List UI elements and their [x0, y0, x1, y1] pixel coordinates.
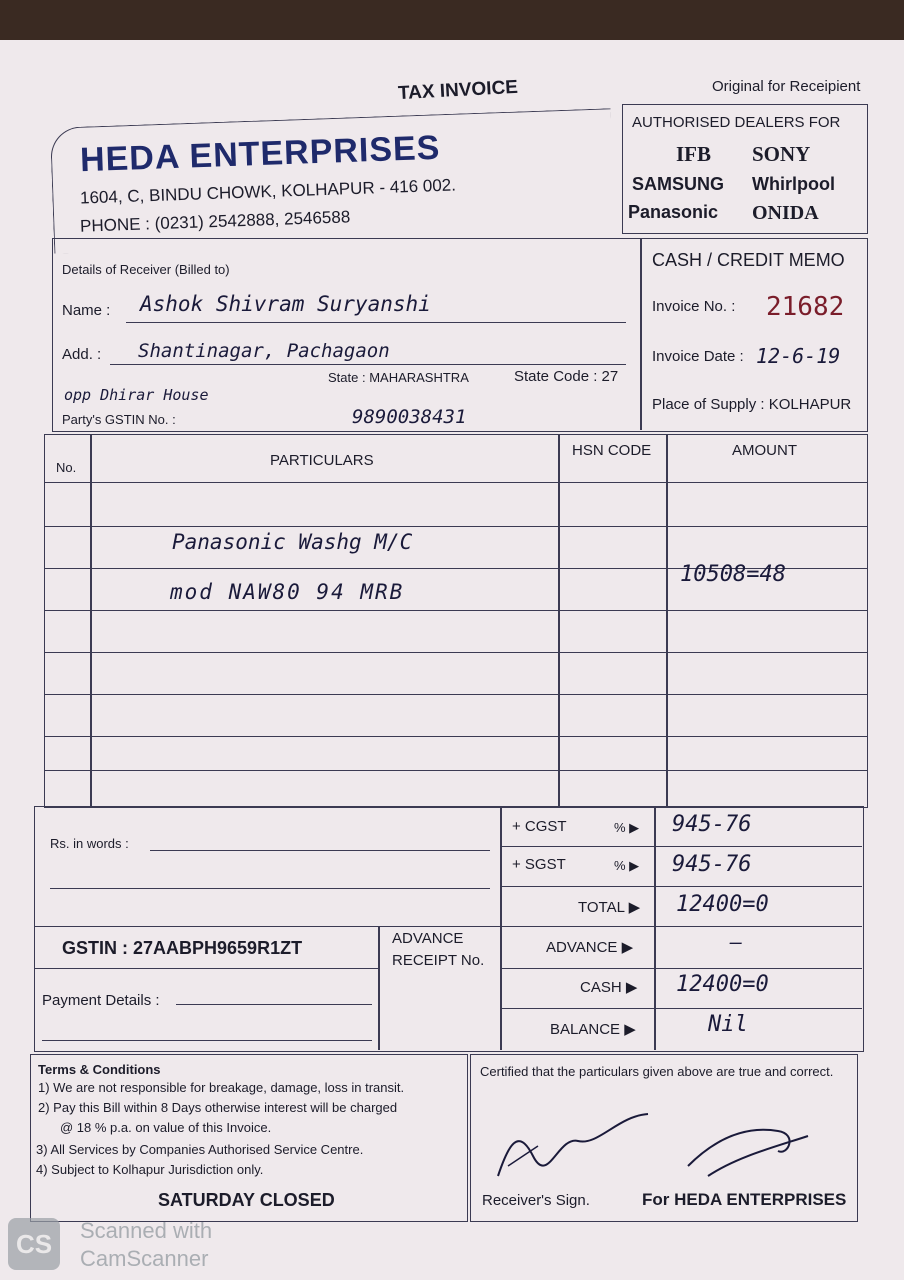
cgst-pct: % ▶	[614, 820, 640, 835]
address-label: Add. :	[62, 346, 102, 363]
header-hsn: HSN CODE	[572, 442, 652, 459]
doc-type: TAX INVOICE	[397, 76, 519, 105]
brand-samsung: SAMSUNG	[632, 174, 725, 194]
term-item-3: 3) All Services by Companies Authorised Service Centre.	[36, 1142, 364, 1157]
term-item-4: 4) Subject to Kolhapur Jurisdiction only.	[36, 1162, 264, 1177]
totals-row-line	[500, 846, 862, 847]
item-description-line1: Panasonic Washg M/C	[172, 530, 413, 554]
cash-value: 12400=0	[676, 972, 769, 997]
name-underline	[126, 322, 626, 323]
col-line-hsn	[666, 434, 668, 806]
totals-row-line	[34, 926, 862, 927]
rs-in-words-label: Rs. in words :	[50, 836, 129, 851]
watermark-line1: Scanned with	[80, 1218, 213, 1243]
watermark-line2: CamScanner	[80, 1246, 209, 1271]
term-item-2b: @ 18 % p.a. on value of this Invoice.	[60, 1120, 272, 1135]
address-value: Shantinagar, Pachagaon	[138, 340, 390, 362]
brand-ifb: IFB	[676, 142, 712, 166]
receiver-divider	[640, 238, 642, 430]
advance-receipt-divider	[378, 926, 380, 1050]
brand-onida: ONIDA	[752, 202, 819, 224]
company-phone: PHONE : (0231) 2542888, 2546588	[79, 207, 351, 236]
sgst-pct: % ▶	[614, 858, 640, 873]
table-row-line	[44, 526, 868, 527]
cash-label: CASH ▶	[580, 979, 638, 996]
table-row-line	[44, 736, 868, 737]
advance-value: —	[730, 930, 743, 954]
state-label: State : MAHARASHTRA	[328, 370, 469, 385]
totals-divider	[500, 806, 502, 1050]
col-line-no	[90, 434, 92, 806]
words-underline	[150, 850, 490, 851]
balance-label: BALANCE ▶	[550, 1021, 636, 1038]
state-code-label: State Code : 27	[514, 368, 619, 385]
brand-sony: SONY	[752, 142, 811, 166]
company-name: HEDA ENTERPRISES	[79, 128, 442, 180]
payment-underline	[176, 1004, 372, 1005]
term-item-2: 2) Pay this Bill within 8 Days otherwise interest will be charged	[38, 1100, 398, 1115]
total-value: 12400=0	[676, 892, 769, 917]
invoice-date-label: Invoice Date :	[652, 348, 744, 365]
col-line-particulars	[558, 434, 560, 806]
cgst-value: 945-76	[672, 812, 752, 837]
invoice-date: 12-6-19	[756, 344, 841, 368]
sgst-label: + SGST	[512, 856, 566, 873]
certified-text: Certified that the particulars given above are true and correct.	[480, 1064, 834, 1079]
brand-panasonic: Panasonic	[628, 202, 719, 222]
words-underline-2	[50, 888, 490, 889]
receiver-sign-label: Receiver's Sign.	[482, 1192, 590, 1209]
place-of-supply: Place of Supply : KOLHAPUR	[652, 396, 852, 413]
signatures	[478, 1096, 838, 1196]
seller-signature	[688, 1130, 808, 1176]
item-description-line2: mod NAW80 94 MRB	[170, 580, 405, 604]
totals-row-line	[500, 968, 862, 969]
cgst-label: + CGST	[512, 818, 567, 835]
gstin-row-line	[34, 968, 378, 969]
terms-title: Terms & Conditions	[38, 1062, 161, 1077]
advance-receipt-label: ADVANCE	[392, 930, 464, 947]
memo-title: CASH / CREDIT MEMO	[652, 250, 845, 270]
company-address: 1604, C, BINDU CHOWK, KOLHAPUR - 416 002.	[79, 175, 457, 208]
sgst-value: 945-76	[672, 852, 752, 877]
advance-receipt-no-label: RECEIPT No.	[392, 952, 485, 969]
name-label: Name :	[62, 302, 111, 319]
dealers-title: AUTHORISED DEALERS FOR	[632, 114, 841, 131]
camscanner-logo: CS	[8, 1218, 60, 1270]
totals-row-line	[500, 1008, 862, 1009]
address-line2: opp Dhirar House	[64, 386, 209, 404]
payment-details-label: Payment Details :	[42, 992, 160, 1009]
header-no: No.	[56, 460, 77, 475]
seller-gstin: GSTIN : 27AABPH9659R1ZT	[62, 938, 303, 958]
header-particulars: PARTICULARS	[270, 452, 374, 469]
item-amount: 10508=48	[680, 562, 786, 587]
table-row-line	[44, 694, 868, 695]
table-header-line	[44, 482, 868, 483]
receiver-section-label: Details of Receiver (Billed to)	[62, 262, 230, 277]
table-row-line	[44, 610, 868, 611]
receiver-signature	[498, 1114, 648, 1176]
term-item-1: 1) We are not responsible for breakage, damage, loss in transit.	[38, 1080, 405, 1095]
invoice-no-label: Invoice No. :	[652, 298, 736, 315]
address-underline	[110, 364, 626, 365]
totals-value-divider	[654, 806, 656, 1050]
payment-underline-2	[42, 1040, 372, 1041]
items-table	[44, 434, 868, 808]
brand-whirlpool: Whirlpool	[752, 174, 835, 194]
table-row-line	[44, 770, 868, 771]
name-value: Ashok Shivram Suryanshi	[140, 292, 431, 316]
invoice-no: 21682	[766, 292, 845, 322]
saturday-closed: SATURDAY CLOSED	[158, 1190, 335, 1210]
gstin-label: Party's GSTIN No. :	[62, 412, 176, 427]
gstin-value: 9890038431	[352, 406, 467, 428]
total-label: TOTAL ▶	[578, 899, 641, 916]
table-row-line	[44, 652, 868, 653]
advance-label: ADVANCE ▶	[546, 939, 634, 956]
totals-row-line	[500, 886, 862, 887]
copy-label: Original for Receipient	[712, 78, 861, 95]
header-amount: AMOUNT	[732, 442, 797, 459]
balance-value: Nil	[708, 1012, 748, 1037]
for-company-label: For HEDA ENTERPRISES	[642, 1190, 847, 1209]
